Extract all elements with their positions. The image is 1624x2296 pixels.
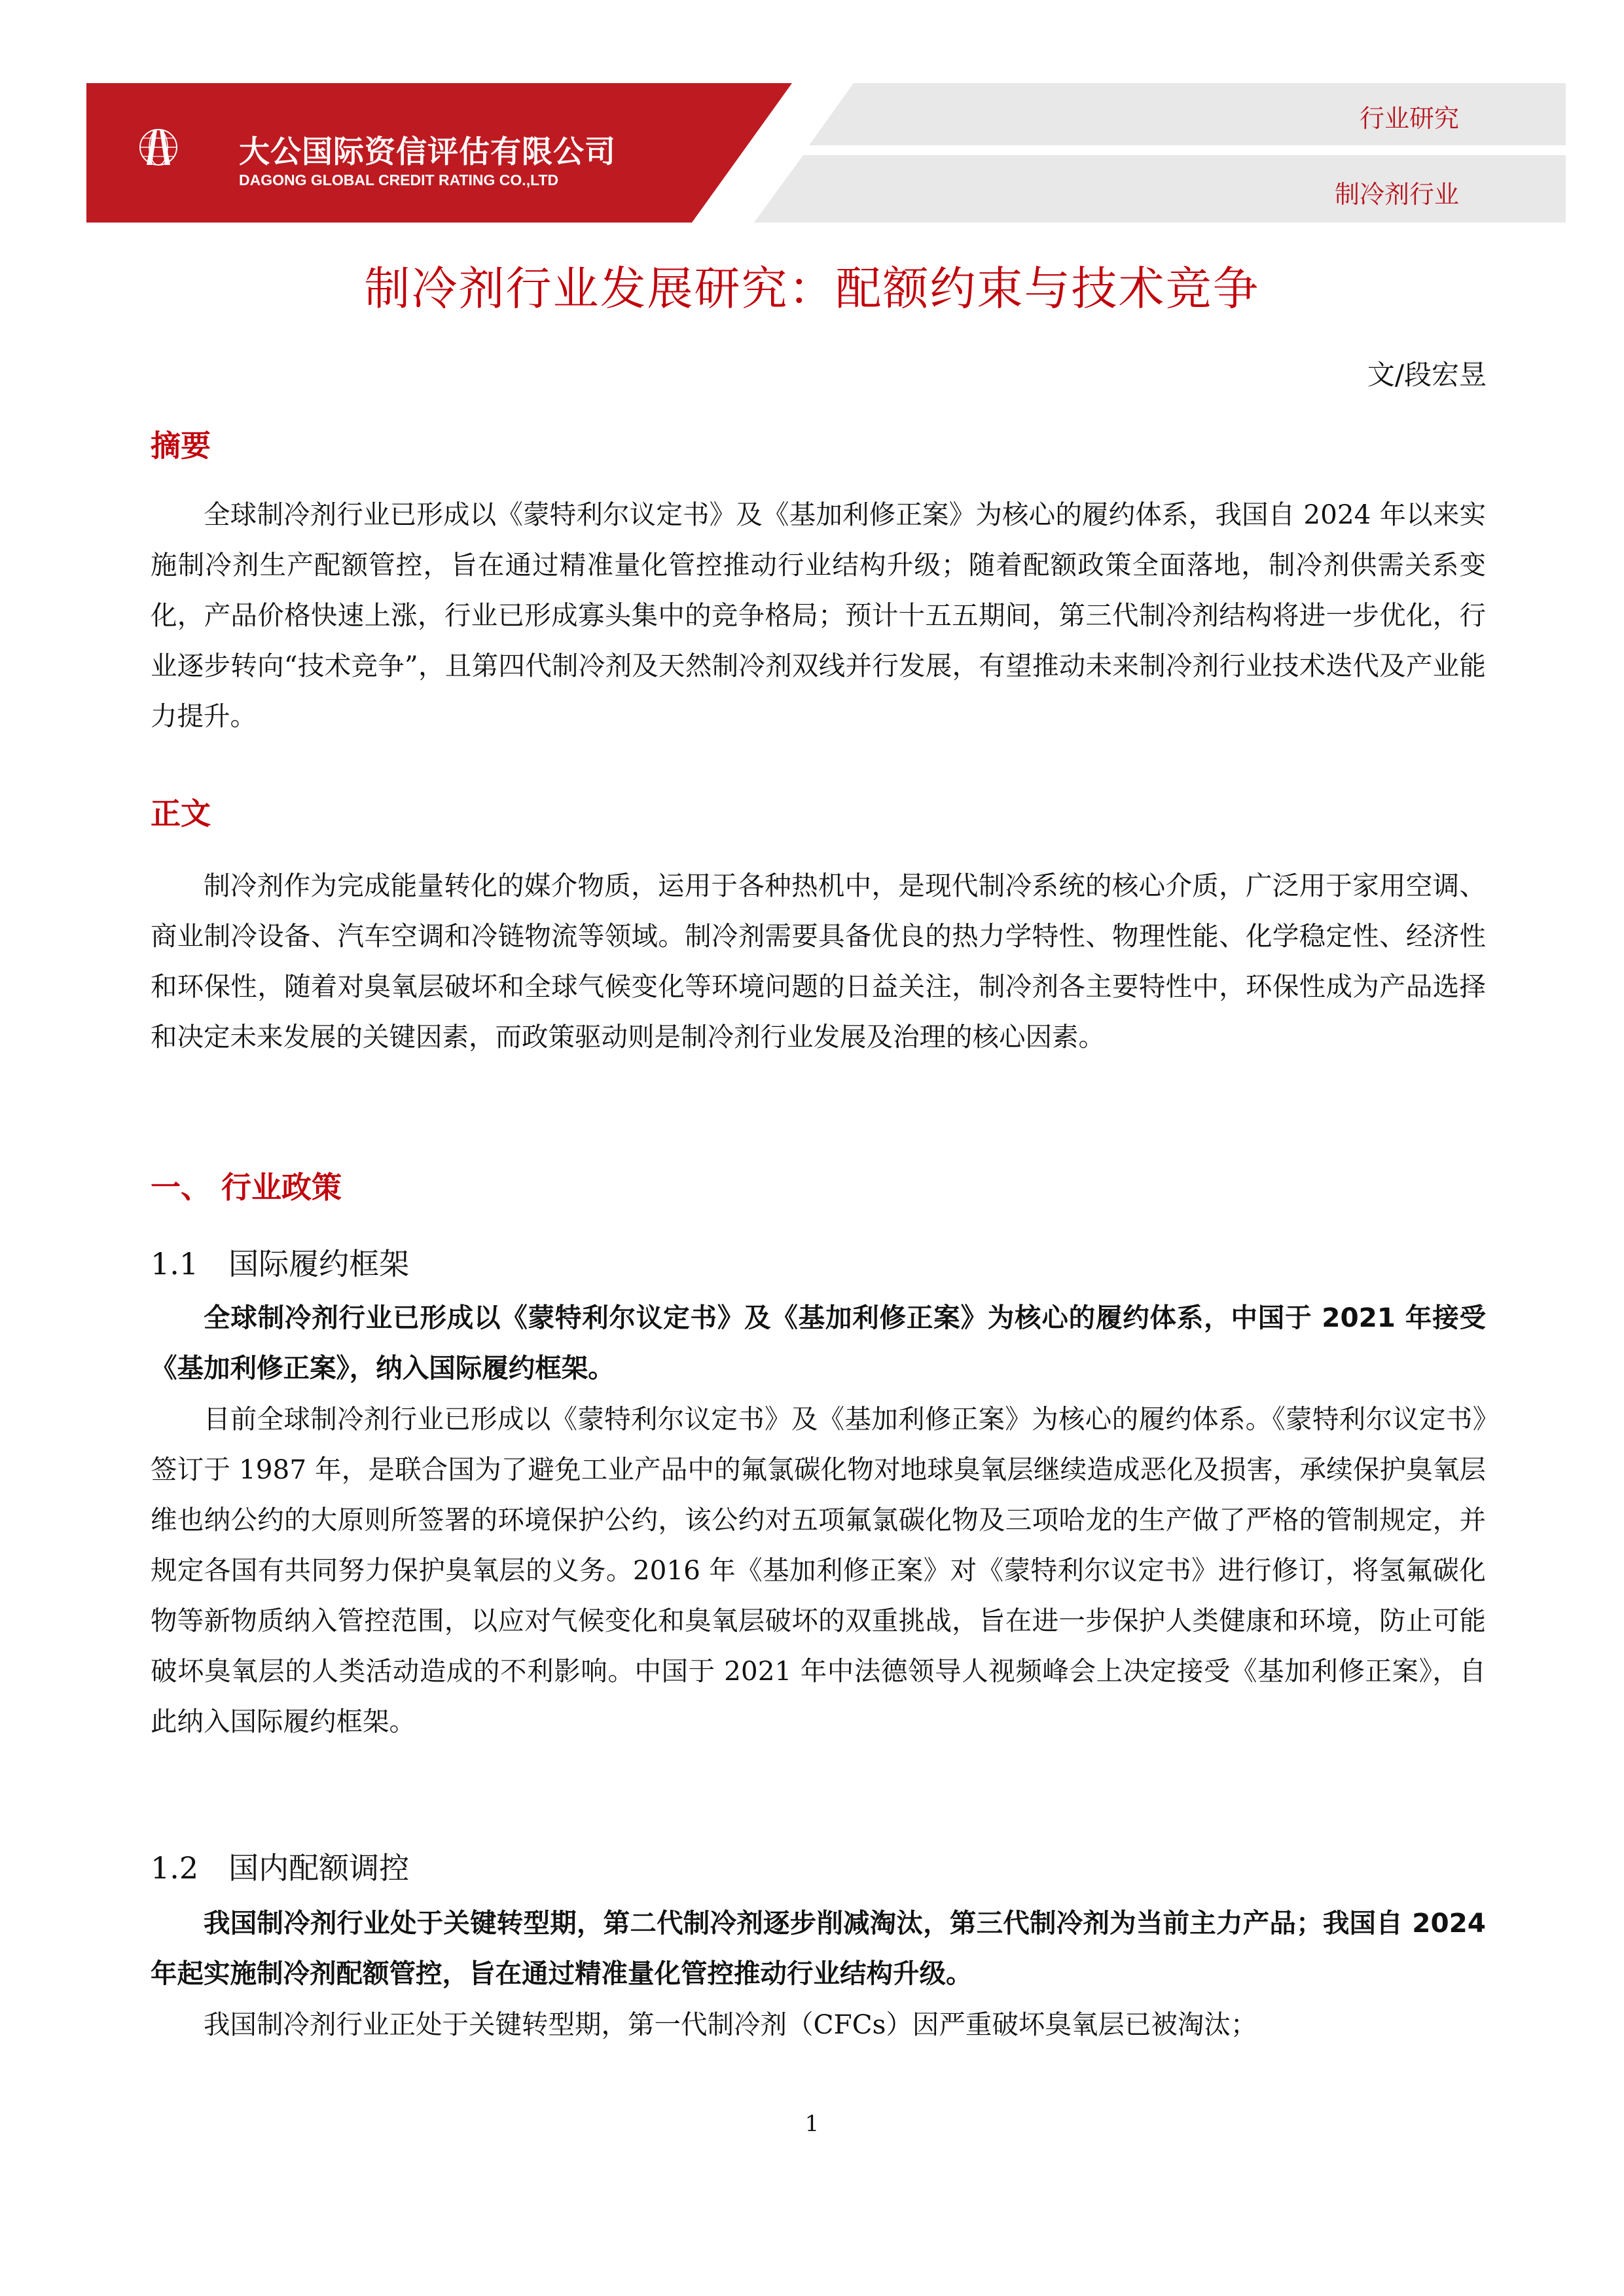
subsection-1-2-paragraph: 我国制冷剂行业正处于关键转型期，第一代制冷剂（CFCs）因严重破坏臭氧层已被淘汰；	[204, 2009, 1257, 2040]
subsection-1-1-paragraph: 目前全球制冷剂行业已形成以《蒙特利尔议定书》及《基加利修正案》为核心的履约体系。《蒙特利尔议定书》签订于 1987 年，是联合国为了避免工业产品中的氟氯碳化物对地球臭氧层继续造成恶化及损害，承续保护臭氧层维也纳公约的大原则所签署的环境保护公约，该公约对五项氟氯碳化物及三项哈龙的生产做了严格的管制规定，并规定各国有共同努力保护臭氧层的义务。2016 年《基加利修正案》对《蒙特利尔议定书》进行修订，将氢氟碳化物等新物质纳入管控范围，以应对气候变化和臭氧层破坏的双重挑战，旨在进一步保护人类健康和环境，防止可能破坏臭氧层的人类活动造成的不利影响。中国于 2021 年中法德领导人视频峰会上决定接受《基加利修正案》，自此纳入国际履约框架。	[151, 1403, 1486, 1737]
author-byline: 文/段宏昱	[1367, 359, 1487, 391]
dagong-globe-logo-icon	[139, 128, 178, 167]
document-title: 制冷剂行业发展研究：配额约束与技术竞争	[364, 262, 1260, 315]
industry-tag: 制冷剂行业	[1334, 180, 1459, 209]
abstract-heading: 摘要	[151, 428, 211, 463]
body-heading: 正文	[151, 796, 211, 831]
section-heading-policy: 一、 行业政策	[151, 1170, 342, 1205]
page-number: 1	[804, 2111, 820, 2137]
body-intro-paragraph: 制冷剂作为完成能量转化的媒介物质，运用于各种热机中，是现代制冷系统的核心介质，广泛用于家用空调、商业制冷设备、汽车空调和冷链物流等领域。制冷剂需要具备优良的热力学特性、物理性能、化学稳定性、经济性和环保性，随着对臭氧层破坏和全球气候变化等环境问题的日益关注，制冷剂各主要特性中，环保性成为产品选择和决定未来发展的关键因素，而政策驱动则是制冷剂行业发展及治理的核心因素。	[151, 870, 1486, 1052]
subsection-heading-1-1: 1.1 国际履约框架	[151, 1246, 410, 1282]
company-name-en: DAGONG GLOBAL CREDIT RATING CO.,LTD	[239, 171, 559, 188]
category-tag: 行业研究	[1359, 104, 1459, 133]
subsection-1-2-summary: 我国制冷剂行业处于关键转型期，第二代制冷剂逐步削减淘汰，第三代制冷剂为当前主力产品；我国自 2024 年起实施制冷剂配额管控，旨在通过精准量化管控推动行业结构升级。	[151, 1907, 1486, 1989]
company-name-cn: 大公国际资信评估有限公司	[239, 134, 616, 170]
subsection-heading-1-2: 1.2 国内配额调控	[151, 1850, 410, 1886]
abstract-paragraph: 全球制冷剂行业已形成以《蒙特利尔议定书》及《基加利修正案》为核心的履约体系，我国自 2024 年以来实施制冷剂生产配额管控，旨在通过精准量化管控推动行业结构升级；随着配额政策全面落地，制冷剂供需关系变化，产品价格快速上涨，行业已形成寡头集中的竞争格局；预计十五五期间，第三代制冷剂结构将进一步优化，行业逐步转向“技术竞争”，且第四代制冷剂及天然制冷剂双线并行发展，有望推动未来制冷剂行业技术迭代及产业能力提升。	[151, 499, 1486, 732]
subsection-1-1-summary: 全球制冷剂行业已形成以《蒙特利尔议定书》及《基加利修正案》为核心的履约体系，中国于 2021 年接受《基加利修正案》，纳入国际履约框架。	[151, 1302, 1486, 1384]
header-banner	[86, 83, 820, 223]
